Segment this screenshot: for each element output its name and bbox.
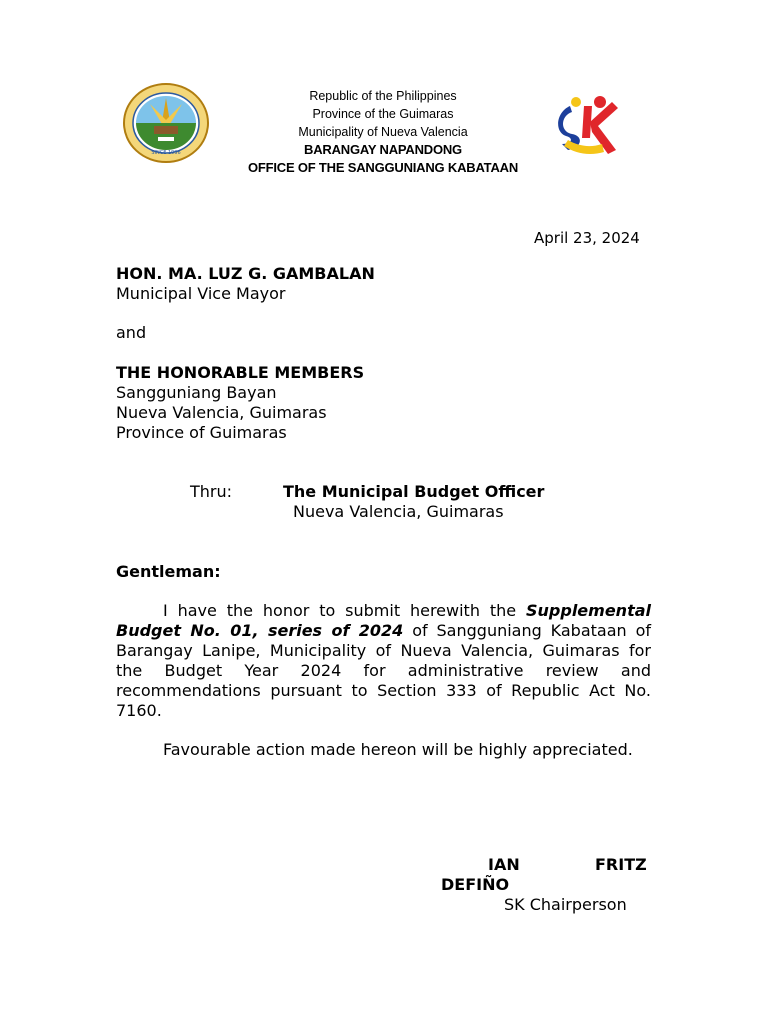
svg-text:SINCE 1996: SINCE 1996 bbox=[151, 150, 181, 156]
letter-date: April 23, 2024 bbox=[534, 229, 640, 247]
thru-name: The Municipal Budget Officer bbox=[283, 482, 545, 501]
letterhead-republic: Republic of the Philippines bbox=[309, 89, 457, 103]
sangguniang-kabataan-logo-icon bbox=[554, 92, 622, 160]
members-line: Nueva Valencia, Guimaras bbox=[116, 403, 327, 422]
addressee-name: HON. MA. LUZ G. GAMBALAN bbox=[116, 264, 375, 283]
letterhead-municipality: Municipality of Nueva Valencia bbox=[298, 125, 468, 139]
letterhead-barangay: BARANGAY NAPANDONG bbox=[304, 142, 462, 157]
addressee-title: Municipal Vice Mayor bbox=[116, 284, 286, 303]
thru-label: Thru: bbox=[190, 482, 233, 501]
members-line: Sangguniang Bayan bbox=[116, 383, 277, 402]
letterhead-office: OFFICE OF THE SANGGUNIANG KABATAAN bbox=[247, 160, 519, 175]
letterhead bbox=[230, 87, 536, 177]
paragraph-text: I have the honor to submit herewith the bbox=[163, 601, 526, 620]
budget-reference: Supplemental Budget No. 01, series of 2024 bbox=[116, 601, 651, 640]
members-heading: THE HONORABLE MEMBERS bbox=[116, 363, 365, 382]
thru-location: Nueva Valencia, Guimaras bbox=[293, 502, 504, 521]
paragraph-text: of Sangguniang Kabataan of Barangay Lanipe, Municipality of Nueva Valencia, Guimaras for the Budget Year 2024 for administrative review and recommendations pursuant to Section 333 of Republic Act No. 7160. bbox=[116, 621, 651, 720]
conjunction: and bbox=[116, 323, 147, 342]
signatory-surname: DEFIÑO bbox=[441, 875, 510, 894]
members-line: Province of Guimaras bbox=[116, 423, 287, 442]
letterhead-province: Province of the Guimaras bbox=[312, 107, 454, 121]
body-paragraph-1 bbox=[116, 601, 651, 721]
signatory-first-name: IAN bbox=[488, 855, 520, 874]
body-paragraph-2: Favourable action made hereon will be highly appreciated. bbox=[163, 740, 633, 759]
signatory-title: SK Chairperson bbox=[504, 895, 627, 914]
barangay-seal-icon bbox=[122, 82, 210, 164]
salutation: Gentleman: bbox=[116, 562, 221, 581]
signatory-middle-name: FRITZ bbox=[595, 855, 647, 874]
